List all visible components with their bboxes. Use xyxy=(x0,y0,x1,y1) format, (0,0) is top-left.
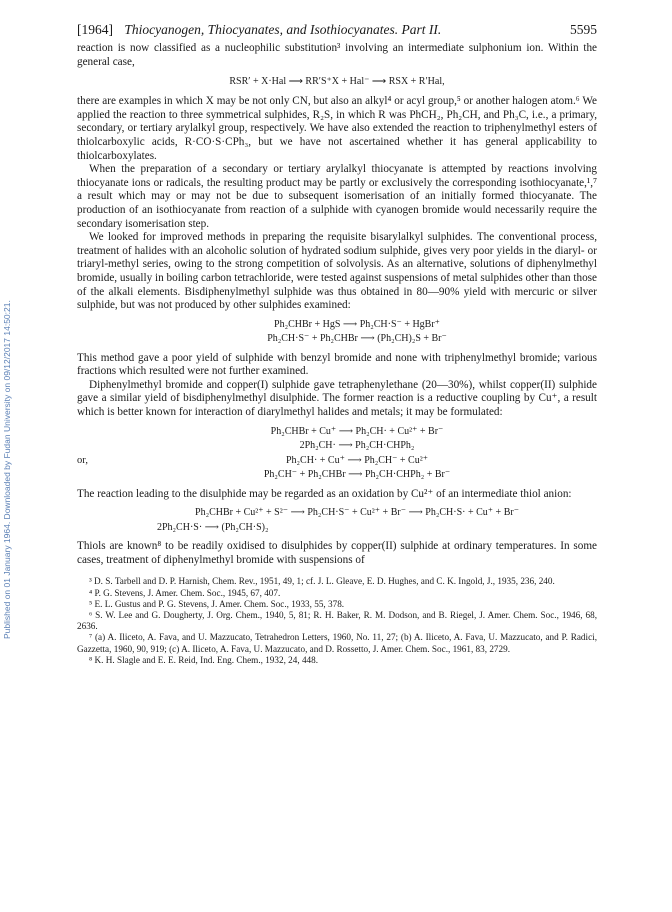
footnote: ⁴ P. G. Stevens, J. Amer. Chem. Soc., 1945, 67, 407. xyxy=(89,587,281,598)
paragraph-1: reaction is now classified as a nucleophilic substitution³ involving an intermediate sulphonium ion. Within the general case, xyxy=(77,42,597,68)
equation-block-disulphide xyxy=(77,506,597,535)
paragraph-3: When the preparation of a secondary or tertiary arylalkyl thiocyanate is attempted by reactions involving thiocyanate ions or radicals, the resulting product may be partly or exclusively the corresponding isothiocyanate,¹,⁷ a result which may or may not be due to subsequent isomerisation of an initially formed thiocyanate. The production of an isothiocyanate from reaction of a sulphide with cyanogen bromide would necessarily require the secondary isomerisation step. xyxy=(77,163,597,230)
paragraph-5: This method gave a poor yield of sulphide with benzyl bromide and none with triphenylmethyl bromide; various fractions which resulted were not further examined. xyxy=(77,351,597,378)
paragraph-2: there are examples in which X may be not only CN, but also an alkyl⁴ or acyl group,⁵ or another halogen atom.⁶ We applied the reaction to three symmetrical sulphides, R₂S, in which R was PhCH₂, Ph₂CH, and Ph₃C, i.e., a primary, secondary, or tertiary arylalkyl group, respectively. We have also extended the reaction to triphenylmethyl esters of thiolcarboxylic acids, R·CO·S·CPh₃, but we have not ascertained whether it has general applicability to thiolcarboxylates. xyxy=(77,95,597,162)
paragraph-6: Diphenylmethyl bromide and copper(I) sulphide gave tetraphenylethane (20—30%), whilst copper(II) sulphide gave a similar yield of bisdiphenylmethyl disulphide. The former reaction is a reductive coupling by Cu⁺, a result which is better known for interaction of diarylmethyl halides and metals; it may be formulated: xyxy=(77,378,597,419)
running-header xyxy=(77,22,597,42)
download-watermark: Published on 01 January 1964. Downloaded by Fudan University on 09/12/2017 14:50:21. xyxy=(2,300,12,640)
header-year: [1964] xyxy=(77,22,113,37)
footnote: ⁶ S. W. Lee and G. Dougherty, J. Org. Chem., 1940, 5, 81; R. H. Baker, R. M. Dodson, and B. Riegel, J. Amer. Chem. Soc., 1946, 68, 2636. xyxy=(77,610,597,632)
paragraph-4: We looked for improved methods in preparing the requisite bisarylalkyl sulphides. The conventional process, treatment of halides with an alcoholic solution of hydrated sodium sulphide, gives very poor yields in the diaryl- or triaryl-methyl series, owing to the strong competition of solvolysis. As an alternative, solutions of diphenylmethyl bromide, usually in boiling carbon tetrachloride, were tested against suspensions of metal sulphides other than those of the alkali elements. Bisdiphenylmethyl sulphide was thus obtained in 80—90% yield with mercuric or silver sulphide, but was not produced by other sulphides examined: xyxy=(77,231,597,312)
equation-block-copper xyxy=(77,425,597,483)
footnote: ⁵ E. L. Gustus and P. G. Stevens, J. Amer. Chem. Soc., 1933, 55, 378. xyxy=(89,598,345,609)
header-title: Thiocyanogen, Thiocyanates, and Isothiocyanates. Part II. xyxy=(124,22,442,37)
footnote: ⁷ (a) A. Iliceto, A. Fava, and U. Mazzucato, Tetrahedron Letters, 1960, No. 11, 27; (b) A. Iliceto, A. Fava, U. Mazzucato, and P. Radici, Gazzetta, 1960, 90, 919; (c) A. Iliceto, A. Fava, U. Mazzucato, and D. Rossetto, J. Amer. Chem. Soc., 1961, 83, 2729. xyxy=(77,632,597,654)
equation-or-label: or, xyxy=(77,454,88,466)
equation-line: Ph₂CHBr + Cu²⁺ + S²⁻ ⟶ Ph₂CH·S⁻ + Cu²⁺ + Br⁻ ⟶ Ph₂CH·S· + Cu⁺ + Br⁻ xyxy=(195,507,519,519)
paragraph-8: Thiols are known⁸ to be readily oxidised to disulphides by copper(II) sulphide at ordinary temperatures. In some cases, treatment of diphenylmethyl bromide with suspensions of xyxy=(77,540,597,566)
equation-line: Ph₂CH·S⁻ + Ph₂CHBr ⟶ (Ph₂CH)₂S + Br⁻ xyxy=(267,333,447,345)
paragraph-7: The reaction leading to the disulphide may be regarded as an oxidation by Cu²⁺ of an intermediate thiol anion: xyxy=(77,487,572,500)
equation-line: Ph₂CH⁻ + Ph₂CHBr ⟶ Ph₂CH·CHPh₂ + Br⁻ xyxy=(263,469,451,481)
equation-line: Ph₂CHBr + HgS ⟶ Ph₂CH·S⁻ + HgBr⁺ xyxy=(274,318,440,330)
equation-line: 2Ph₂CH·S· ⟶ (Ph₂CH·S)₂ xyxy=(157,521,269,533)
equation-line: Ph₂CH· + Cu⁺ ⟶ Ph₂CH⁻ + Cu²⁺ xyxy=(286,454,428,466)
paper-page xyxy=(77,22,597,666)
equation-line: 2Ph₂CH· ⟶ Ph₂CH·CHPh₂ xyxy=(299,440,415,452)
footnote: ⁸ K. H. Slagle and E. E. Reid, Ind. Eng. Chem., 1932, 24, 448. xyxy=(89,654,319,665)
page-number: 5595 xyxy=(570,22,597,37)
footnotes xyxy=(77,576,597,666)
footnote: ³ D. S. Tarbell and D. P. Harnish, Chem. Rev., 1951, 49, 1; cf. J. L. Gleave, E. D. Hughes, and C. K. Ingold, J., 1935, 236, 240. xyxy=(89,576,555,587)
equation-general: RSR′ + X·Hal ⟶ RR′S⁺X + Hal⁻ ⟶ RSX + R′Hal, xyxy=(229,76,445,88)
equation-line: Ph₂CHBr + Cu⁺ ⟶ Ph₂CH· + Cu²⁺ + Br⁻ xyxy=(270,425,444,437)
equation-block-mercury xyxy=(77,318,597,347)
